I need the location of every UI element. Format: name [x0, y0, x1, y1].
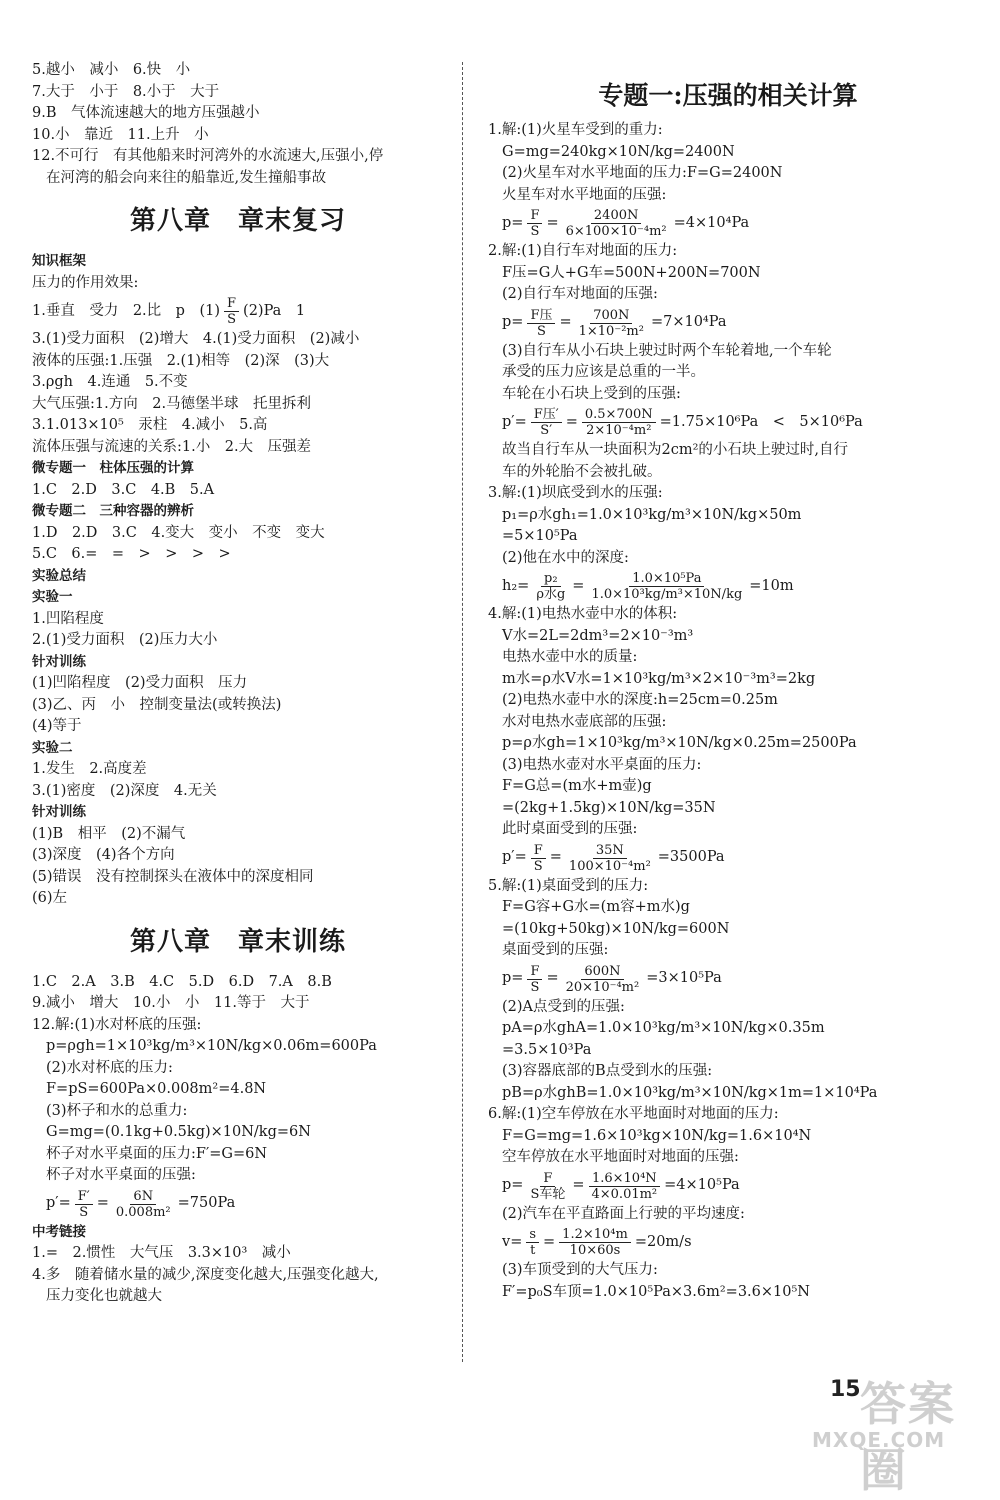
numerator: 1.6×10⁴N: [589, 1171, 660, 1187]
answer-line: (3)乙、丙 小 控制变量法(或转换法): [32, 696, 282, 713]
experiment-summary-heading: 实验总结: [32, 567, 86, 584]
answer-line: 10.小 靠近 11.上升 小: [32, 126, 209, 143]
formula-text: =750Pa: [177, 1195, 236, 1212]
page-number: 15: [830, 1377, 861, 1402]
solution-line: (2)他在水中的深度:: [502, 549, 629, 566]
solution-line: 桌面受到的压强:: [502, 942, 609, 958]
answer-line: (3)深度 (4)各个方向: [32, 847, 175, 863]
formula-line: [488, 208, 968, 239]
formula-line: [488, 407, 968, 438]
equals-sign: =: [565, 413, 578, 430]
answer-line: 大气压强:1.方向 2.马德堡半球 托里拆利: [32, 395, 312, 412]
solution-line: 车轮在小石块上受到的压强:: [502, 385, 681, 402]
fraction: [563, 208, 670, 239]
equals-sign: =: [546, 970, 559, 987]
denominator: 6×100×10⁻⁴m²: [565, 224, 667, 239]
formula-line: [488, 964, 968, 995]
solution-line: 12.解:(1)水对杯底的压强:: [32, 1016, 202, 1033]
numerator: p₂: [541, 571, 561, 587]
solution-line: (3)容器底部的B点受到水的压强:: [502, 1063, 713, 1079]
solution-line: 空车停放在水平地面时对地面的压强:: [502, 1149, 739, 1165]
answer-line: (4)等于: [32, 718, 82, 734]
answer-line: (1)B 相平 (2)不漏气: [32, 825, 186, 842]
numerator: F压: [527, 308, 555, 324]
solution-line: m水=ρ水V水=1×10³kg/m³×2×10⁻³m³=2kg: [502, 670, 816, 687]
top-answers: [32, 60, 444, 189]
denominator: ρ水g: [536, 587, 566, 602]
solution-line: p₁=ρ水gh₁=1.0×10³kg/m³×10N/kg×50m: [502, 506, 802, 523]
equals-sign: =: [549, 849, 562, 866]
equals-sign: =: [96, 1195, 109, 1212]
formula-line: [488, 1171, 968, 1202]
denominator: 4×0.01m²: [591, 1186, 658, 1202]
answer-line: 4.多 随着储水量的减少,深度变化越大,压强变化越大,: [32, 1266, 379, 1283]
solution-line: pA=ρ水ghA=1.0×10³kg/m³×10N/kg×0.35m: [502, 1020, 825, 1036]
numerator: F压′: [531, 407, 562, 423]
equals-sign: =: [572, 1177, 585, 1194]
solution-line: 1.解:(1)火星车受到的重力:: [488, 122, 663, 138]
exam-link-heading: 中考链接: [32, 1223, 86, 1240]
formula-line: [488, 843, 968, 874]
numerator: F: [527, 964, 542, 980]
fraction: [527, 1171, 568, 1202]
denominator: 10×60s: [569, 1243, 621, 1258]
solution-line: F′=p₀S车顶=1.0×10⁵Pa×3.6m²=3.6×10⁵N: [502, 1283, 810, 1300]
experiment-1-heading: 实验一: [32, 589, 73, 605]
solution-line: (2)A点受到的压强:: [502, 998, 625, 1015]
watermark-url: MXQE.COM: [812, 1428, 946, 1452]
fraction: [533, 571, 568, 602]
numerator: 6N: [130, 1189, 156, 1205]
solution-line: 6.解:(1)空车停放在水平地面时对地面的压力:: [488, 1106, 779, 1122]
solution-line: F压=G人+G车=500N+200N=700N: [502, 264, 761, 281]
knowledge-heading: 知识框架: [32, 253, 86, 269]
answer-line: 12.不可行 有其他船来时河湾外的水流速大,压强小,停: [32, 148, 384, 164]
training-1-heading: 针对训练: [32, 653, 86, 670]
solution-line: (2)水对杯底的压力:: [46, 1059, 173, 1076]
fraction: [527, 308, 555, 339]
solution-line: 承受的压力应该是总重的一半。: [502, 364, 705, 380]
fraction: [559, 1227, 631, 1258]
solution-line: G=mg=240kg×10N/kg=2400N: [502, 143, 735, 160]
denominator: 20×10⁻⁴m²: [565, 979, 640, 995]
numerator: 700N: [590, 308, 632, 324]
section-title-training: 第八章 章末训练: [129, 926, 346, 957]
fraction: [75, 1189, 93, 1220]
answer-line: 1.发生 2.高度差: [32, 761, 147, 777]
answer-line: 在河湾的船会向来往的船靠近,发生撞船事故: [46, 169, 327, 186]
fraction: [531, 843, 546, 874]
denominator: 1.0×10³kg/m³×10N/kg: [591, 587, 743, 602]
solution-line: (3)杯子和水的总重力:: [46, 1102, 188, 1119]
column-divider: [462, 62, 463, 1362]
solution-line: 5.解:(1)桌面受到的压力:: [488, 877, 649, 894]
solution-line: 3.解:(1)坝底受到水的压强:: [488, 485, 663, 501]
answer-line: 7.大于 小于 8.小于 大于: [32, 83, 220, 100]
formula-text: =3500Pa: [657, 849, 725, 866]
solution-line: (3)电热水壶对水平桌面的压力:: [502, 756, 702, 773]
denominator: S: [530, 979, 540, 995]
answer-line: 2.(1)受力面积 (2)压力大小: [32, 632, 218, 648]
denominator: 100×10⁻⁴m²: [568, 858, 651, 874]
fraction: [589, 1171, 661, 1202]
denominator: S: [530, 224, 540, 239]
answer-line: (6)左: [32, 890, 68, 906]
formula-text: p=: [502, 314, 524, 331]
answer-line: 1.凹陷程度: [32, 610, 104, 627]
answer-line: 1.C 2.A 3.B 4.C 5.D 6.D 7.A 8.B: [32, 973, 332, 990]
fraction: [531, 407, 562, 438]
formula-text: =1.75×10⁶Pa < 5×10⁶Pa: [659, 413, 863, 430]
solution-line: =3.5×10³Pa: [502, 1041, 592, 1058]
formula-line: [488, 1227, 968, 1258]
numerator: 600N: [581, 964, 623, 980]
formula-line: [488, 308, 968, 339]
solution-line: F=G=mg=1.6×10³kg×10N/kg=1.6×10⁴N: [502, 1127, 812, 1144]
fraction: [527, 208, 542, 239]
formula-text: =3×10⁵Pa: [646, 970, 722, 987]
solution-line: p=ρgh=1×10³kg/m³×10N/kg×0.06m=600Pa: [46, 1038, 377, 1054]
solution-line: 火星车对水平地面的压强:: [502, 186, 667, 203]
numerator: 0.5×700N: [582, 407, 656, 423]
numerator: F: [531, 843, 546, 859]
answer-line: 5.C 6.= = > > > >: [32, 546, 231, 562]
answer-line: 流体压强与流速的关系:1.小 2.大 压强差: [32, 438, 312, 455]
solution-line: (3)车顶受到的大气压力:: [502, 1262, 658, 1278]
denominator: 2×10⁻⁴m²: [586, 423, 652, 438]
formula-text: p=: [502, 970, 524, 987]
solution-line: p=ρ水gh=1×10³kg/m³×10N/kg×0.25m=2500Pa: [502, 735, 857, 751]
fraction: [588, 571, 745, 602]
solution-line: 水对电热水壶底部的压强:: [502, 713, 667, 730]
topic-title: 专题一:压强的相关计算: [598, 81, 858, 110]
answer-line: 液体的压强:1.压强 2.(1)相等 (2)深 (3)大: [32, 352, 330, 369]
solution-line: (3)自行车从小石块上驶过时两个车轮着地,一个车轮: [502, 342, 832, 359]
solution-line: =(10kg+50kg)×10N/kg=600N: [502, 920, 730, 937]
denominator: 0.008m²: [115, 1204, 171, 1220]
formula-text: p=: [502, 1177, 524, 1194]
answer-line: 3.1.013×10⁵ 汞柱 4.减小 5.高: [32, 417, 268, 433]
formula-line: [488, 571, 968, 602]
solution-line: 电热水壶中水的质量:: [502, 649, 638, 665]
numerator: 1.2×10⁴m: [559, 1227, 631, 1243]
numerator: F′: [75, 1189, 93, 1205]
equals-sign: =: [559, 314, 572, 331]
answer-line: 9.减小 增大 10.小 小 11.等于 大于: [32, 995, 310, 1011]
answer-line: (1)凹陷程度 (2)受力面积 压力: [32, 675, 248, 691]
denominator: t: [530, 1243, 536, 1258]
answer-line: 1.C 2.D 3.C 4.B 5.A: [32, 481, 215, 498]
formula-text: (2)Pa 1: [243, 302, 306, 319]
micro-topic-2-heading: 微专题二 三种容器的辨析: [32, 503, 194, 519]
training-2-heading: 针对训练: [32, 804, 86, 820]
fraction: [576, 308, 647, 339]
answer-line: 3.(1)受力面积 (2)增大 4.(1)受力面积 (2)减小: [32, 331, 360, 347]
answer-line: 5.越小 减小 6.快 小: [32, 62, 191, 78]
solution-line: F=pS=600Pa×0.008m²=4.8N: [46, 1081, 267, 1097]
answer-line: 压力变化也就越大: [46, 1288, 162, 1304]
micro-topic-1-heading: 微专题一 柱体压强的计算: [32, 460, 194, 476]
solution-line: (2)电热水壶中水的深度:h=25cm=0.25m: [502, 692, 778, 708]
solution-line: F=G总=(m水+m壶)g: [502, 778, 652, 794]
formula-text: h₂=: [502, 577, 530, 594]
solution-line: 杯子对水平桌面的压强:: [46, 1167, 196, 1183]
answer-line: 1.= 2.惯性 大气压 3.3×10³ 减小: [32, 1245, 291, 1261]
numerator: F: [540, 1171, 555, 1187]
formula-text: =7×10⁴Pa: [650, 314, 727, 331]
denominator: S′: [540, 423, 553, 438]
denominator: S: [227, 312, 236, 327]
solution-line: (2)火星车对水平地面的压力:F=G=2400N: [502, 165, 783, 181]
answer-line: 1.D 2.D 3.C 4.变大 变小 不变 变大: [32, 524, 325, 541]
solution-line: =(2kg+1.5kg)×10N/kg=35N: [502, 799, 716, 816]
solution-line: V水=2L=2dm³=2×10⁻³m³: [502, 627, 694, 644]
formula-text: p′=: [502, 849, 527, 866]
denominator: S: [79, 1204, 89, 1220]
fraction: [563, 964, 643, 995]
answer-line: 9.B 气体流速越大的地方压强越小: [32, 105, 260, 121]
numerator: F: [224, 296, 239, 312]
fraction: [566, 843, 654, 874]
experiment-2-heading: 实验二: [32, 739, 73, 756]
solution-line: =5×10⁵Pa: [502, 528, 578, 544]
fraction: [582, 407, 656, 438]
fraction: [526, 1227, 539, 1258]
solution-line: (2)自行车对地面的压强:: [502, 286, 658, 302]
formula-text: =4×10⁴Pa: [673, 214, 750, 231]
formula-text: p=: [502, 214, 524, 231]
equals-sign: =: [572, 577, 585, 594]
formula-text: p′=: [46, 1195, 71, 1212]
right-column: [488, 60, 968, 1303]
force-effect-label: 压力的作用效果:: [32, 274, 139, 291]
formula-line: [32, 1189, 444, 1220]
denominator: 1×10⁻²m²: [578, 323, 644, 339]
denominator: S: [533, 858, 543, 874]
solution-line: 杯子对水平桌面的压力:F′=G=6N: [46, 1145, 268, 1162]
left-column: [32, 60, 444, 1308]
answer-line: (5)错误 没有控制探头在液体中的深度相同: [32, 868, 314, 885]
numerator: 35N: [593, 843, 627, 859]
solution-line: F=G容+G水=(m容+m水)g: [502, 899, 690, 915]
formula-text: p′=: [502, 413, 527, 430]
denominator: S车轮: [530, 1186, 566, 1202]
solution-line: pB=ρ水ghB=1.0×10³kg/m³×10N/kg×1m=1×10⁴Pa: [502, 1084, 878, 1101]
numerator: s: [526, 1227, 539, 1243]
solution-line: 2.解:(1)自行车对地面的压力:: [488, 243, 678, 259]
solution-line: 车的外轮胎不会被扎破。: [502, 463, 662, 480]
solution-line: (2)汽车在平直路面上行驶的平均速度:: [502, 1205, 745, 1222]
solution-line: 此时桌面受到的压强:: [502, 821, 638, 837]
denominator: S: [537, 323, 546, 339]
numerator: F: [527, 208, 542, 224]
equals-sign: =: [546, 214, 559, 231]
solution-line: 4.解:(1)电热水壶中水的体积:: [488, 606, 678, 622]
formula-text: =4×10⁵Pa: [664, 1177, 740, 1194]
formula-line: [32, 296, 444, 327]
formula-text: =20m/s: [634, 1233, 692, 1250]
watermark-logo: 答案圈: [860, 1377, 956, 1497]
solution-line: G=mg=(0.1kg+0.5kg)×10N/kg=6N: [46, 1124, 311, 1140]
numerator: 1.0×10⁵Pa: [629, 571, 704, 587]
formula-text: v=: [502, 1233, 523, 1250]
fraction: [527, 964, 542, 995]
answer-line: 3.ρgh 4.连通 5.不变: [32, 374, 188, 390]
numerator: 2400N: [591, 208, 641, 224]
fraction: [224, 296, 239, 327]
answer-line: 3.(1)密度 (2)深度 4.无关: [32, 782, 217, 799]
formula-text: 1.垂直 受力 2.比 p (1): [32, 302, 220, 319]
section-title-review: 第八章 章末复习: [129, 206, 346, 236]
fraction: [113, 1189, 174, 1220]
formula-text: =10m: [749, 577, 794, 594]
equals-sign: =: [543, 1233, 556, 1250]
solution-line: 故当自行车从一块面积为2cm²的小石块上驶过时,自行: [502, 442, 849, 458]
